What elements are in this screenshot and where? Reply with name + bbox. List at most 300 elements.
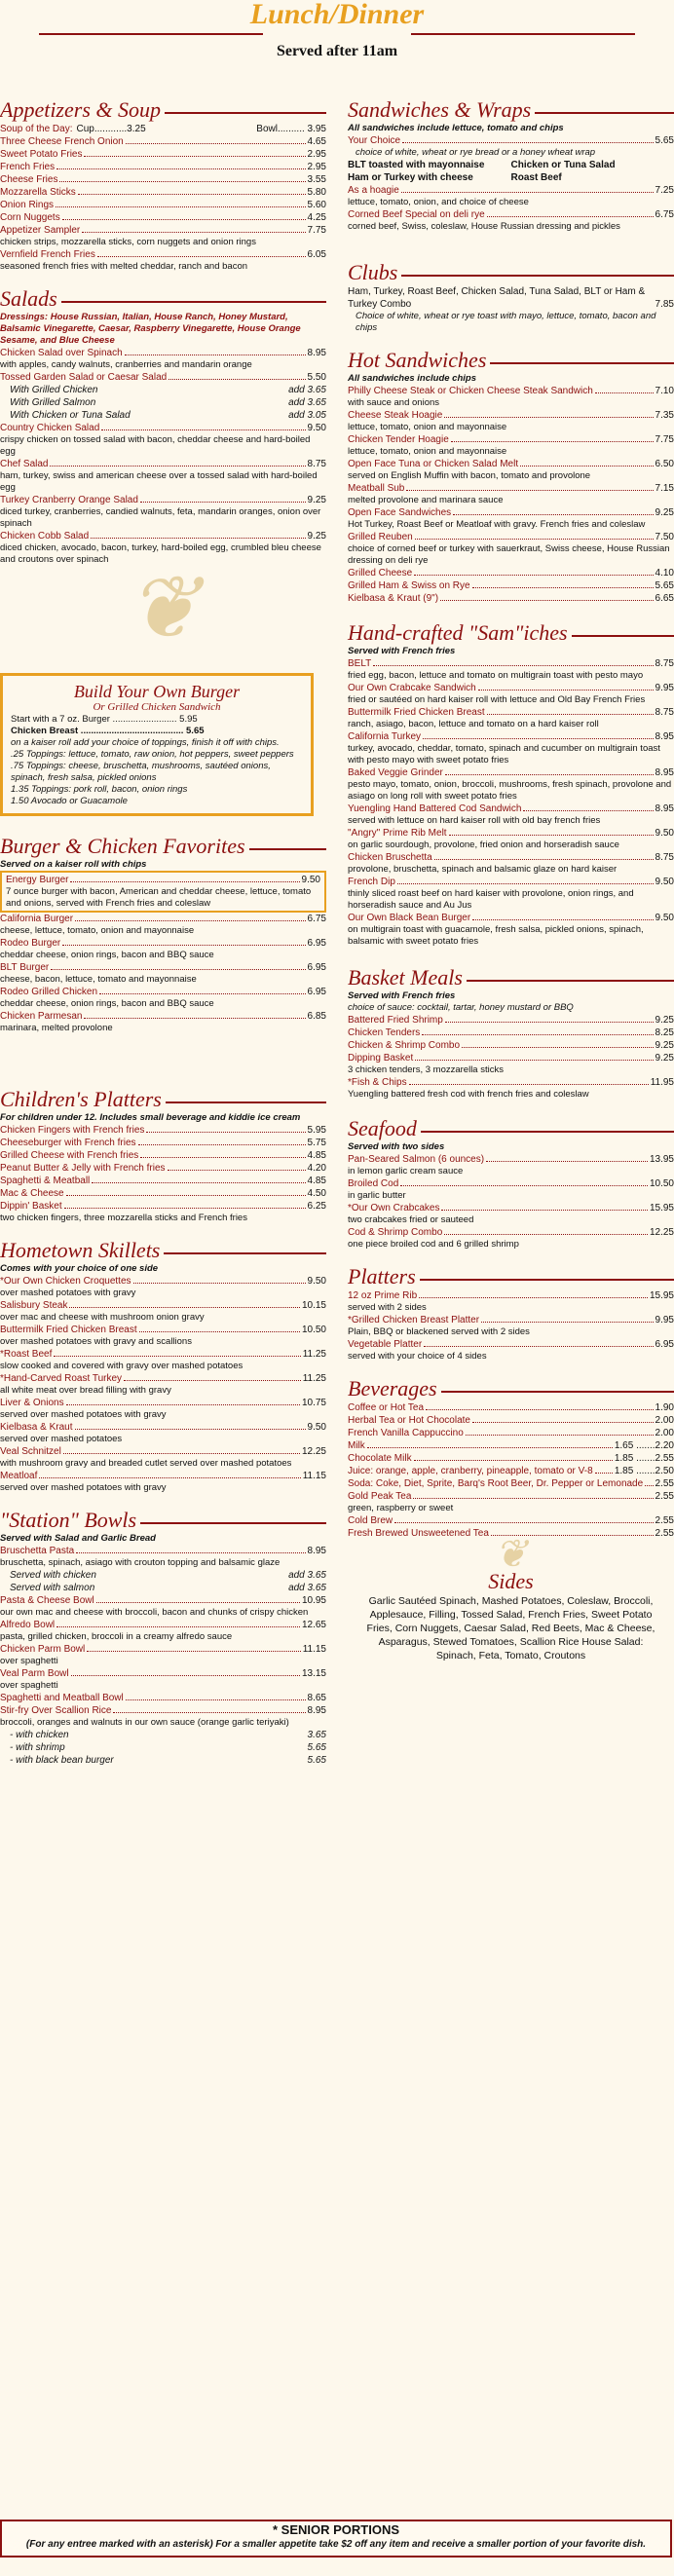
item-price: 1.65 .......2.20 (614, 1440, 674, 1451)
byob-line: Start with a 7 oz. Burger ......................... 5.95 (11, 714, 198, 725)
item-price: 7.75 (307, 225, 326, 236)
item-row (348, 1314, 674, 1326)
leader-dots (51, 961, 305, 970)
leader-dots (434, 851, 654, 860)
item-name: Kielbasa & Kraut (9") (348, 593, 439, 604)
item-row (0, 422, 326, 434)
leader-dots (84, 148, 305, 157)
item-name: California Turkey (348, 731, 422, 742)
item-desc: crispy chicken on tossed salad with bacon, cheddar cheese and hard-boiled egg (0, 434, 311, 457)
item-price: 8.75 (655, 707, 674, 718)
menu-item (348, 730, 674, 766)
leader-dots (645, 1477, 653, 1486)
item-name: Baked Veggie Grinder (348, 767, 443, 778)
item-row (0, 937, 326, 950)
item-price: 6.95 (307, 962, 326, 973)
item-name: Corned Beef Special on deli rye (348, 209, 485, 220)
item-price: 9.25 (655, 507, 674, 518)
leader-dots (472, 579, 654, 588)
item-price: 9.50 (307, 1422, 326, 1433)
item-price: 9.95 (655, 683, 674, 693)
menu-item (348, 433, 674, 458)
item-desc: ham, turkey, swiss and american cheese over a tossed salad with hard-boiled egg (0, 470, 318, 493)
item-list (348, 385, 674, 605)
item-row (0, 1124, 326, 1137)
item-name: Salisbury Steak (0, 1300, 68, 1311)
item-price: 8.95 (655, 767, 674, 778)
item-desc: pesto mayo, tomato, onion, broccoli, mushrooms, fresh spinach, provolone and asiago on long roll with sweet potato fries (348, 779, 672, 802)
item-row (0, 961, 326, 974)
leader-dots (426, 1401, 654, 1410)
menu-item (348, 1052, 674, 1076)
item-row (0, 1470, 326, 1482)
menu-item (0, 1324, 326, 1348)
sides-list: Garlic Sautéed Spinach, Mashed Potatoes, Coleslaw, Broccoli, Applesauce, Filling, Tossed Salad, French Fries, Sweet Potato Fries, Corn Nuggets, Caesar Salad, Red Beets, Mac & Cheese, Asparagus, Stewed Tomatoes, Scallion Rice House Salad: Spinach, Feta, Tomato, Croutons (366, 1595, 655, 1661)
section-note: Served with two sides (348, 1141, 445, 1152)
item-list (0, 871, 326, 1034)
leader-dots (139, 1324, 300, 1332)
item-desc: diced chicken, avocado, bacon, turkey, hard-boiled egg, crumbled bleu cheese and croutons over spinach (0, 542, 321, 565)
item-list (0, 347, 326, 566)
item-name: Bruschetta Pasta (0, 1546, 75, 1556)
leader-dots (50, 458, 305, 467)
option-label: With Grilled Chicken (10, 385, 98, 395)
leader-dots (491, 1527, 654, 1536)
build-your-own-burger-box (0, 673, 314, 816)
sides-section (348, 1569, 674, 1662)
item-name: Pasta & Cheese Bowl (0, 1595, 94, 1606)
sandwiches-section (348, 97, 674, 233)
item-price: 4.65 (307, 136, 326, 147)
item-desc: green, raspberry or sweet (348, 1503, 454, 1513)
leader-dots (422, 1027, 653, 1035)
leader-dots (70, 874, 299, 882)
item-row (0, 1619, 326, 1631)
item-price: 2.00 (655, 1415, 674, 1426)
item-desc: with mushroom gravy and breaded cutlet served over mashed potatoes (0, 1458, 292, 1469)
item-row (348, 482, 674, 495)
section-title: Clubs (348, 260, 401, 285)
item-desc: with sauce and onions (348, 397, 440, 408)
item-price: 15.95 (649, 1290, 674, 1301)
item-name: Chicken Parm Bowl (0, 1644, 86, 1655)
section-title: Burger & Chicken Favorites (0, 834, 249, 859)
item-desc: in garlic butter (348, 1190, 406, 1201)
item-name: Grilled Ham & Swiss on Rye (348, 580, 470, 591)
item-price: 5.50 (307, 372, 326, 383)
item-list (0, 1545, 326, 1767)
menu-item (348, 827, 674, 851)
item-price: 8.75 (655, 658, 674, 669)
menu-item (0, 1124, 326, 1137)
item-row (0, 1324, 326, 1336)
leader-dots (449, 827, 654, 836)
item-price: 2.55 (655, 1478, 674, 1489)
soup-label: Soup of the Day: (0, 124, 73, 134)
item-name: French Vanilla Cappuccino (348, 1428, 464, 1438)
item-row (0, 199, 326, 211)
item-list (348, 1153, 674, 1251)
leader-dots (168, 1162, 306, 1171)
item-row (0, 458, 326, 470)
leader-dots (97, 248, 306, 257)
item-name: Cheese Steak Hoagie (348, 410, 443, 421)
item-row (348, 827, 674, 840)
menu-subtitle: Served after 11am (276, 43, 398, 59)
item-desc: cheddar cheese, onion rings, bacon and BBQ sauce (0, 998, 214, 1009)
menu-item (0, 135, 326, 148)
item-name: Veal Schnitzel (0, 1446, 61, 1457)
menu-item (348, 1477, 674, 1490)
leader-dots (69, 1299, 299, 1308)
item-name: Cheeseburger with French fries (0, 1138, 136, 1148)
dressings-note: Dressings: House Russian, Italian, House Ranch, Honey Mustard, Balsamic Vinegarette, Caesar, Raspberry Vinegarette, House Orange Sesame, and Blue Cheese (0, 312, 301, 346)
leader-dots (397, 876, 654, 884)
item-desc: slow cooked and covered with gravy over mashed potatoes (0, 1361, 243, 1371)
item-name: Our Own Black Bean Burger (348, 913, 471, 923)
menu-item (0, 1704, 326, 1767)
item-price: 6.05 (307, 249, 326, 260)
item-list (348, 1014, 674, 1101)
option-label: With Grilled Salmon (10, 397, 96, 408)
leader-dots (415, 1052, 653, 1061)
item-option (0, 1582, 326, 1594)
leader-dots (71, 1667, 300, 1676)
item-desc: on garlic sourdough, provolone, fried onion and horseradish sauce (348, 840, 619, 850)
item-row (348, 1289, 674, 1302)
item-desc: one piece broiled cod and 6 grilled shrimp (348, 1239, 519, 1250)
item-row (0, 1667, 326, 1680)
item-desc: Choice of white, wheat or rye toast with mayo, lettuce, tomato, bacon and chips (356, 311, 656, 333)
item-name: French Fries (0, 162, 56, 172)
item-row (0, 1137, 326, 1149)
menu-item (0, 1010, 326, 1034)
item-name: Spaghetti and Meatball Bowl (0, 1693, 124, 1703)
option-price: add 3.65 (288, 385, 326, 395)
item-name: *Fish & Chips (348, 1077, 407, 1088)
item-name: Dipping Basket (348, 1053, 414, 1064)
section-title: Children's Platters (0, 1087, 166, 1112)
item-name: Grilled Cheese with French fries (0, 1150, 139, 1161)
item-price: 8.95 (307, 1705, 326, 1716)
menu-item (0, 1667, 326, 1692)
menu-item (348, 1202, 674, 1226)
menu-item (0, 1348, 326, 1372)
item-row (0, 1372, 326, 1385)
item-desc: served over mashed potatoes with gravy (0, 1409, 167, 1420)
leader-dots (419, 1289, 648, 1298)
item-price: 9.25 (655, 1015, 674, 1026)
leader-dots (373, 657, 653, 666)
item-list (0, 1275, 326, 1494)
leader-dots (415, 531, 654, 540)
menu-item (348, 706, 674, 730)
item-desc: lettuce, tomato, onion and mayonnaise (348, 422, 507, 432)
item-desc: Yuengling battered fresh cod with french fries and coleslaw (348, 1089, 589, 1100)
item-row (348, 912, 674, 924)
item-row (348, 1153, 674, 1166)
menu-title: Lunch/Dinner (249, 0, 425, 30)
item-price: 8.75 (307, 459, 326, 469)
item-name: Mac & Cheese (0, 1188, 64, 1199)
menu-item (348, 592, 674, 605)
leader-dots (451, 433, 654, 442)
leader-dots (84, 1010, 305, 1019)
menu-item (348, 1289, 674, 1314)
item-row (348, 1039, 674, 1052)
leader-dots (138, 1137, 306, 1145)
item-row (0, 913, 326, 925)
item-name: Milk (348, 1440, 365, 1451)
item-desc: over mashed potatoes with gravy and scallions (0, 1336, 192, 1347)
leader-dots (441, 1202, 647, 1211)
item-price: 9.95 (655, 1315, 674, 1325)
item-price: 5.65 (655, 580, 674, 591)
item-desc: cheddar cheese, onion rings, bacon and BBQ sauce (0, 950, 214, 960)
menu-item (0, 458, 326, 494)
leader-dots (414, 1452, 613, 1461)
item-name: Grilled Reuben (348, 532, 413, 542)
clubs-section (348, 260, 674, 334)
leader-dots (126, 1692, 306, 1700)
item-price: 6.75 (655, 209, 674, 220)
item-row (0, 1692, 326, 1704)
skillets-section (0, 1238, 326, 1494)
soup-cup: Cup............3.25 (76, 124, 146, 134)
leader-dots (444, 409, 653, 418)
leader-dots (414, 567, 653, 576)
left-column (0, 97, 326, 1767)
item-desc: fried or sautéed on hard kaiser roll with lettuce and Old Bay French Fries (348, 694, 646, 705)
item-row (348, 876, 674, 888)
leader-dots (413, 1490, 653, 1499)
menu-item (348, 803, 674, 827)
choice: Chicken or Tuna Salad (510, 160, 616, 170)
item-desc: 7 ounce burger with bacon, American and cheddar cheese, lettuce, tomato and onions, served with French fries and coleslaw (6, 886, 312, 909)
item-price: 4.85 (307, 1150, 326, 1161)
section-title: Hot Sandwiches (348, 348, 490, 373)
item-row (0, 530, 326, 542)
leader-dots (595, 385, 654, 393)
item-row (0, 186, 326, 199)
menu-item (348, 1452, 674, 1465)
decorative-flourish: ❦ (126, 561, 201, 657)
item-name: Broiled Cod (348, 1178, 399, 1189)
item-name: Rodeo Grilled Chicken (0, 987, 98, 997)
item-name: Chicken Tenders (348, 1027, 421, 1038)
burgers-section (0, 834, 326, 1034)
menu-item (348, 1465, 674, 1477)
menu-item (0, 161, 326, 173)
leader-dots (101, 422, 305, 430)
item-desc: served over mashed potatoes with gravy (0, 1482, 167, 1493)
item-row (348, 1338, 674, 1351)
item-row (348, 706, 674, 719)
item-row (348, 567, 674, 579)
item-name: Kielbasa & Kraut (0, 1422, 73, 1433)
option-price: 3.65 (307, 1730, 326, 1740)
senior-portions-box (0, 2520, 672, 2557)
item-desc: all white meat over bread filling with gravy (0, 1385, 171, 1396)
choice: Ham or Turkey with cheese (348, 172, 473, 183)
menu-item (348, 1039, 674, 1052)
station-bowls-section (0, 1508, 326, 1767)
option-label: Served with salmon (10, 1583, 95, 1593)
item-price: 2.55 (655, 1515, 674, 1526)
item-price: 5.80 (307, 187, 326, 198)
leader-dots (56, 161, 305, 169)
leader-dots (126, 135, 306, 144)
item-price: 3.55 (307, 174, 326, 185)
item-name: Chef Salad (0, 459, 49, 469)
salads-section (0, 286, 326, 566)
menu-item (348, 657, 674, 682)
item-price: 9.50 (655, 877, 674, 887)
choice: BLT toasted with mayonnaise (348, 160, 485, 170)
leader-dots (82, 224, 305, 233)
menu-item (348, 1014, 674, 1027)
item-row (6, 874, 320, 886)
decorative-flourish: ❦ (494, 1532, 528, 1576)
item-row (0, 1643, 326, 1656)
menu-item (348, 1226, 674, 1251)
item-price: 6.65 (655, 593, 674, 604)
leader-dots (56, 1619, 300, 1627)
menu-item (348, 1427, 674, 1439)
item-price: 8.95 (307, 1546, 326, 1556)
item-name: Rodeo Burger (0, 938, 61, 949)
item-row (348, 458, 674, 470)
item-row (0, 1594, 326, 1607)
item-price: 10.95 (301, 1595, 326, 1606)
menu-item (0, 1643, 326, 1667)
item-desc: thinly sliced roast beef on hard kaiser with provolone, onion rings, and horseradish sauce and Au Jus (348, 888, 634, 911)
leader-dots (409, 1076, 649, 1085)
item-row (348, 682, 674, 694)
item-name: Gold Peak Tea (348, 1491, 412, 1502)
leader-dots (424, 1338, 653, 1347)
item-name: Meatloaf (0, 1471, 38, 1481)
item-name: Chicken Parmesan (0, 1011, 83, 1022)
item-name: Vegetable Platter (348, 1339, 423, 1350)
item-desc: fried egg, bacon, lettuce and tomato on multigrain toast with pesto mayo (348, 670, 644, 681)
item-price: 2.55 (655, 1491, 674, 1502)
item-row (0, 224, 326, 237)
menu-item (0, 347, 326, 371)
item-desc: over spaghetti (0, 1680, 58, 1691)
leader-dots (66, 1397, 300, 1405)
leader-dots (113, 1704, 305, 1713)
item-desc: cheese, bacon, lettuce, tomato and mayonnaise (0, 974, 197, 985)
item-list (348, 184, 674, 233)
item-desc: corned beef, Swiss, coleslaw, House Russian dressing and pickles (348, 221, 620, 232)
item-name: Philly Cheese Steak or Chicken Cheese Steak Sandwich (348, 386, 593, 396)
option-label: - with black bean burger (10, 1755, 114, 1766)
leader-dots (440, 592, 653, 601)
item-name: "Angry" Prime Rib Melt (348, 828, 447, 839)
item-price: 5.60 (307, 200, 326, 210)
section-title: Basket Meals (348, 965, 467, 990)
leader-dots (453, 506, 653, 515)
menu-item (0, 961, 326, 986)
item-row (0, 1187, 326, 1200)
menu-item (0, 1445, 326, 1470)
item-desc: Plain, BBQ or blackened served with 2 sides (348, 1326, 530, 1337)
menu-item (0, 1692, 326, 1704)
item-row (0, 1545, 326, 1557)
section-note: All sandwiches include chips (348, 373, 476, 384)
item-price: 4.10 (655, 568, 674, 579)
leader-dots (87, 1643, 300, 1652)
item-row (0, 986, 326, 998)
item-option (0, 396, 326, 409)
item-price: 4.85 (307, 1176, 326, 1186)
item-price: 11.95 (650, 1077, 674, 1088)
leader-dots (75, 1421, 306, 1430)
menu-item (0, 1545, 326, 1594)
section-note: Comes with your choice of one side (0, 1263, 159, 1274)
item-price: 6.95 (307, 987, 326, 997)
hot-sandwiches-section (348, 348, 674, 605)
leader-dots (125, 347, 306, 355)
menu-header (0, 0, 674, 86)
item-name: *Our Own Chicken Croquettes (0, 1276, 131, 1287)
item-name: Fresh Brewed Unsweetened Tea (348, 1528, 489, 1539)
leader-dots (168, 371, 305, 380)
leader-dots (133, 1275, 306, 1284)
item-row (348, 851, 674, 864)
item-name: Chicken & Shrimp Combo (348, 1040, 461, 1051)
item-name: *Hand-Carved Roast Turkey (0, 1373, 123, 1384)
menu-item (0, 1619, 326, 1643)
leader-dots (62, 211, 306, 220)
menu-item (0, 494, 326, 530)
leader-dots (487, 208, 654, 217)
menu-item (0, 1397, 326, 1421)
item-desc: served with lettuce on hard kaiser roll with old bay french fries (348, 815, 601, 826)
item-price: 9.50 (655, 913, 674, 923)
menu-item (348, 184, 674, 208)
item-row (348, 657, 674, 670)
item-price: 2.00 (655, 1428, 674, 1438)
menu-item (0, 248, 326, 273)
leader-dots (76, 1545, 305, 1553)
item-name: Peanut Butter & Jelly with French fries (0, 1163, 166, 1174)
item-row (0, 248, 326, 261)
item-name: Your Choice (348, 135, 401, 146)
menu-item (348, 458, 674, 482)
item-desc: served with your choice of 4 sides (348, 1351, 487, 1362)
menu-item (348, 1338, 674, 1363)
item-row (348, 766, 674, 779)
menu-item (348, 682, 674, 706)
item-option (0, 384, 326, 396)
item-row (0, 1704, 326, 1717)
item-price: 9.25 (307, 531, 326, 541)
leader-dots (445, 1014, 654, 1023)
samiches-section (348, 620, 674, 948)
item-name: *Grilled Chicken Breast Platter (348, 1315, 480, 1325)
item-row (0, 135, 326, 148)
item-price: 11.25 (302, 1373, 326, 1384)
leader-dots (401, 184, 654, 193)
item-list (0, 1124, 326, 1224)
item-name: Juice: orange, apple, cranberry, pineapple, tomato or V-8 (348, 1466, 593, 1476)
item-desc: pasta, grilled chicken, broccoli in a creamy alfredo sauce (0, 1631, 233, 1642)
item-name: Yuengling Hand Battered Cod Sandwich (348, 803, 522, 814)
item-price: 9.25 (307, 495, 326, 505)
item-name: Chicken Salad over Spinach (0, 348, 123, 358)
